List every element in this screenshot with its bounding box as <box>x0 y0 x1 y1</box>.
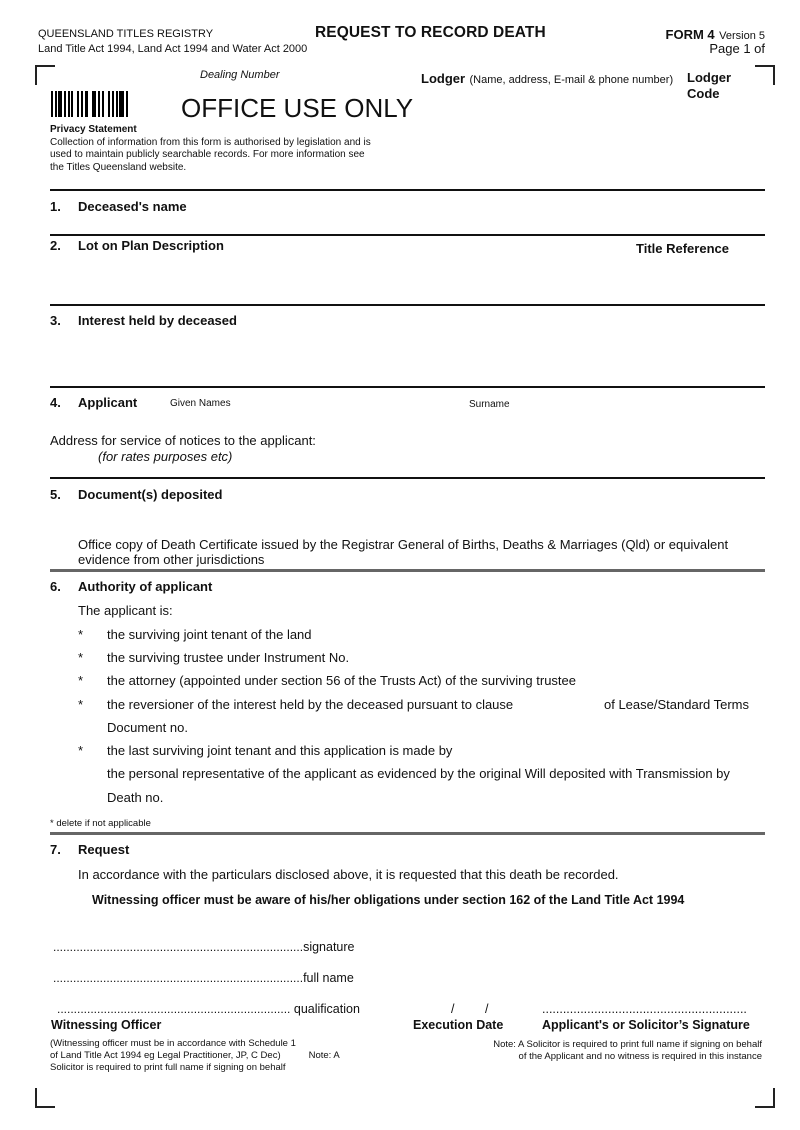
lodger-hint: (Name, address, E-mail & phone number) <box>469 74 674 86</box>
acts-line: Land Title Act 1994, Land Act 1994 and Water Act 2000 <box>38 43 308 55</box>
execution-date-label: Execution Date <box>413 1018 504 1032</box>
lodger-code-input[interactable] <box>687 106 756 126</box>
surname-label: Surname <box>469 399 510 410</box>
lease-suffix: of Lease/Standard Terms <box>604 697 750 712</box>
address-hint: (for rates purposes etc) <box>98 449 233 464</box>
section-5-number: 5. <box>50 487 61 502</box>
authority-option-reversioner[interactable]: the reversioner of the interest held by the deceased pursuant to clause <box>107 697 514 712</box>
authority-option-joint-tenant[interactable]: the surviving joint tenant of the land <box>107 627 312 642</box>
document-number-input[interactable] <box>195 719 499 737</box>
note-line: Note: A Solicitor is required to print full name if signing on behalf <box>493 1039 762 1050</box>
corner-mark-top-right <box>755 65 775 85</box>
lodger-code-label <box>687 70 731 102</box>
full-name-line[interactable] <box>53 971 354 985</box>
execution-date-day-input[interactable] <box>420 1000 455 1017</box>
section-1-title: Deceased's name <box>78 199 187 214</box>
corner-mark-bottom-right <box>755 1088 775 1108</box>
clause-input[interactable] <box>530 696 602 714</box>
section-6-title: Authority of applicant <box>78 579 213 594</box>
privacy-statement <box>50 124 371 174</box>
section-divider <box>50 234 765 236</box>
form-version: Version 5 <box>719 30 765 42</box>
given-names-label: Given Names <box>170 398 231 409</box>
corner-mark-top-left <box>35 65 55 85</box>
authority-option-last-survivor[interactable]: the last surviving joint tenant and this application is made by <box>107 743 453 758</box>
page-title: REQUEST TO RECORD DEATH <box>315 24 546 41</box>
section-divider <box>50 304 765 306</box>
section-4-title: Applicant <box>78 395 138 410</box>
title-reference-label: Title Reference <box>636 241 729 256</box>
note-tail: Note: A <box>308 1050 340 1061</box>
applicant-signature-line[interactable]: ........................................................... <box>542 1002 747 1016</box>
date-separator: / <box>451 1002 455 1016</box>
lodger-input[interactable] <box>421 88 680 182</box>
signature-label: signature <box>303 940 355 954</box>
asterisk-marker: * <box>78 697 84 712</box>
section-1-number: 1. <box>50 199 61 214</box>
date-separator: / <box>485 1002 489 1016</box>
lodger-title: Lodger <box>421 71 466 86</box>
form-number: FORM 4 <box>665 27 715 42</box>
privacy-text-line: the Titles Queensland website. <box>50 161 187 173</box>
page-number: Page 1 of <box>709 41 765 56</box>
personal-representative-text: the personal representative of the applicant as evidenced by the original Will deposited with Transmission by <box>107 766 730 781</box>
section-7-title: Request <box>78 842 130 857</box>
full-name-label: full name <box>303 971 354 985</box>
lot-on-plan-input[interactable] <box>78 256 602 304</box>
documents-deposited-text <box>78 537 728 567</box>
privacy-text-line: used to maintain publicly searchable records. For more information see <box>50 149 365 160</box>
barcode-icon <box>51 91 128 117</box>
dotted-line: ...................................................................... <box>57 1002 291 1016</box>
dotted-line: ........................................................................... <box>53 971 304 985</box>
section-3-number: 3. <box>50 313 61 328</box>
applicant-signature-label: Applicant's or Solicitor’s Signature <box>542 1018 750 1032</box>
dealing-number-label: Dealing Number <box>200 69 280 81</box>
title-reference-input[interactable] <box>636 260 765 280</box>
note-line: Solicitor is required to print full name if signing on behalf <box>50 1062 286 1073</box>
section-3-title: Interest held by deceased <box>78 313 237 328</box>
deceased-name-input[interactable] <box>78 216 762 234</box>
address-input[interactable] <box>330 430 764 474</box>
address-label: Address for service of notices to the applicant: <box>50 433 316 448</box>
qualification-line[interactable] <box>57 1002 360 1016</box>
section-7-number: 7. <box>50 842 61 857</box>
section-6-number: 6. <box>50 579 61 594</box>
delete-footnote: * delete if not applicable <box>50 818 151 829</box>
request-text: In accordance with the particulars disclosed above, it is requested that this death be recorded. <box>78 867 619 882</box>
section-divider <box>50 386 765 388</box>
section-divider <box>50 832 765 835</box>
signature-line[interactable] <box>53 940 355 954</box>
section-2-number: 2. <box>50 238 61 253</box>
note-line: of the Applicant and no witness is required in this instance <box>518 1051 762 1062</box>
office-use-only: OFFICE USE ONLY <box>181 93 414 123</box>
qualification-label: qualification <box>293 1002 360 1016</box>
death-no-label: Death no. <box>107 790 164 805</box>
authority-option-attorney[interactable]: the attorney (appointed under section 56 of the Trusts Act) of the surviving trustee <box>107 673 576 688</box>
applicant-note <box>493 1039 762 1063</box>
dotted-line: ........................................................................... <box>53 940 304 954</box>
lodger-code-line2: Code <box>687 86 720 101</box>
asterisk-marker: * <box>78 673 84 688</box>
document-no-label: Document no. <box>107 720 188 735</box>
registry-name: QUEENSLAND TITLES REGISTRY <box>38 28 214 40</box>
execution-date-month-input[interactable] <box>458 1000 487 1017</box>
lodger-label <box>421 70 673 88</box>
note-line: of Land Title Act 1994 eg Legal Practitioner, JP, C Dec) <box>50 1050 281 1061</box>
authority-option-trustee[interactable]: the surviving trustee under Instrument No. <box>107 650 350 665</box>
documents-text-line: evidence from other jurisdictions <box>78 552 265 567</box>
interest-held-input[interactable] <box>78 332 762 386</box>
witnessing-officer-note <box>50 1038 340 1074</box>
section-2-title: Lot on Plan Description <box>78 238 224 253</box>
asterisk-marker: * <box>78 627 84 642</box>
section-divider <box>50 189 765 191</box>
note-line: (Witnessing officer must be in accordance with Schedule 1 <box>50 1038 296 1049</box>
death-number-input[interactable] <box>170 789 474 807</box>
privacy-text-line: Collection of information from this form is authorised by legislation and is <box>50 136 371 148</box>
corner-mark-bottom-left <box>35 1088 55 1108</box>
witness-warning: Witnessing officer must be aware of his/her obligations under section 162 of the Land Title Act 1994 <box>92 893 685 907</box>
witnessing-officer-label: Witnessing Officer <box>51 1018 162 1032</box>
privacy-heading: Privacy Statement <box>50 124 137 135</box>
section-5-title: Document(s) deposited <box>78 487 223 502</box>
lodger-code-line1: Lodger <box>687 70 732 85</box>
asterisk-marker: * <box>78 743 84 758</box>
instrument-number-input[interactable] <box>360 649 664 667</box>
execution-date-year-input[interactable] <box>492 1000 536 1017</box>
asterisk-marker: * <box>78 650 84 665</box>
authority-intro: The applicant is: <box>78 603 173 618</box>
section-4-number: 4. <box>50 395 61 410</box>
surname-input[interactable] <box>469 411 763 429</box>
section-divider <box>50 569 765 572</box>
section-divider <box>50 477 765 479</box>
given-names-input[interactable] <box>170 411 454 429</box>
documents-text-line: Office copy of Death Certificate issued by the Registrar General of Births, Deaths & Marriages (Qld) or equivalent <box>78 537 729 552</box>
